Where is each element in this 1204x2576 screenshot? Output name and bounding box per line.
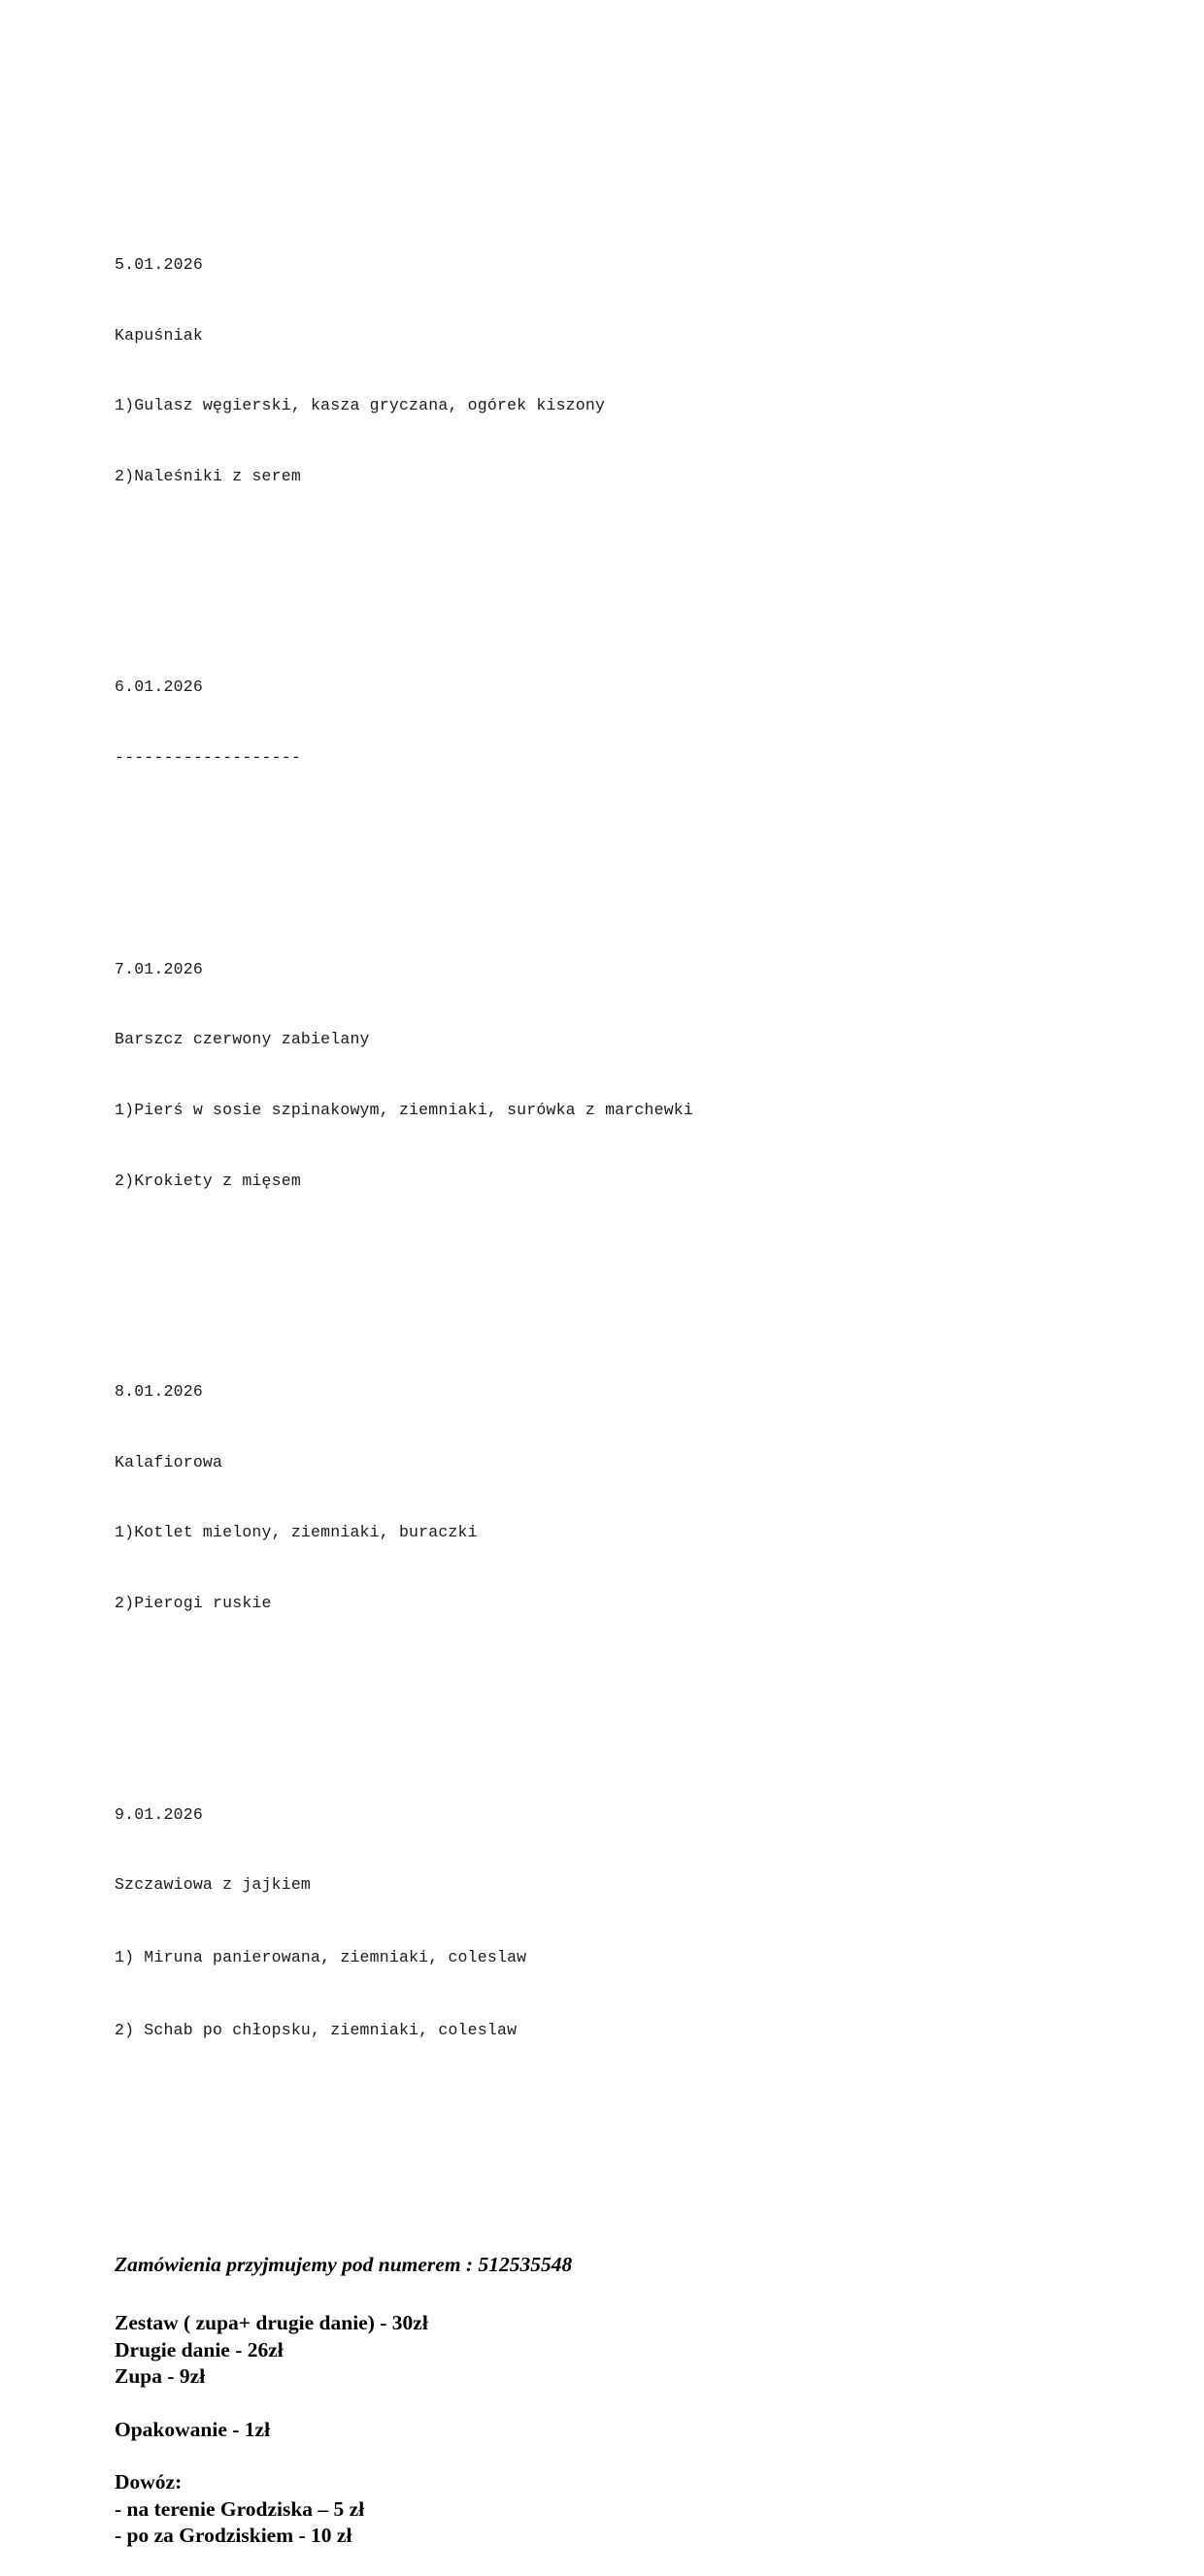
menu-main-1: 1) Miruna panierowana, ziemniaki, coleslaw [115, 1947, 527, 1966]
menu-main-1: 1)Kotlet mielony, ziemniaki, buraczki [115, 1523, 478, 1542]
menu-soup: Barszcz czerwony zabielany [115, 1030, 370, 1049]
menu-main-1: 1)Gulasz węgierski, kasza gryczana, ogórek kiszony [115, 396, 606, 415]
price-packaging: Opakowanie - 1zł [115, 2417, 271, 2441]
menu-day-group [115, 207, 1086, 536]
menu-main-2: 2) Schab po chłopsku, ziemniaki, coleslaw [115, 2021, 518, 2040]
packaging-group [115, 2417, 1086, 2444]
menu-main-2: 2)Pierogi ruskie [115, 1593, 272, 1612]
menu-divider: ------------------- [115, 748, 301, 768]
pricing-block [115, 2252, 1086, 2550]
menu-soup: Szczawiowa z jajkiem [115, 1875, 312, 1895]
menu-day-group [115, 1756, 1086, 2090]
menu-day-group [115, 629, 1086, 817]
menu-date: 9.01.2026 [115, 1804, 203, 1824]
menu-soup: Kapuśniak [115, 325, 203, 345]
menu-main-2: 2)Krokiety z mięsem [115, 1171, 301, 1190]
delivery-title: Dowóz: [115, 2470, 183, 2494]
menu-date: 5.01.2026 [115, 255, 203, 275]
delivery-outside: - po za Grodziskiem - 10 zł [115, 2524, 352, 2548]
menu-soup: Kalafiorowa [115, 1452, 223, 1471]
menu-date: 6.01.2026 [115, 677, 203, 697]
menu-date: 8.01.2026 [115, 1382, 203, 1402]
delivery-group [115, 2469, 1086, 2550]
menu-main-2: 2)Naleśniki z serem [115, 466, 301, 485]
menu-day-group [115, 1334, 1086, 1663]
order-phone-info: Zamówienia przyjmujemy pod numerem : 512535548 [115, 2253, 573, 2277]
daily-menu-block [115, 136, 1086, 2161]
menu-date: 7.01.2026 [115, 959, 203, 978]
menu-day-group [115, 910, 1086, 1239]
menu-main-1: 1)Pierś w sosie szpinakowym, ziemniaki, surówka z marchewki [115, 1100, 693, 1119]
delivery-local: - na terenie Grodziska – 5 zł [115, 2496, 365, 2521]
price-main-course: Drugie danie - 26zł [115, 2337, 284, 2361]
price-list [115, 2310, 1086, 2391]
price-set-meal: Zestaw ( zupa+ drugie danie) - 30zł [115, 2311, 428, 2335]
price-soup: Zupa - 9zł [115, 2364, 206, 2389]
document-content [115, 136, 1086, 2576]
